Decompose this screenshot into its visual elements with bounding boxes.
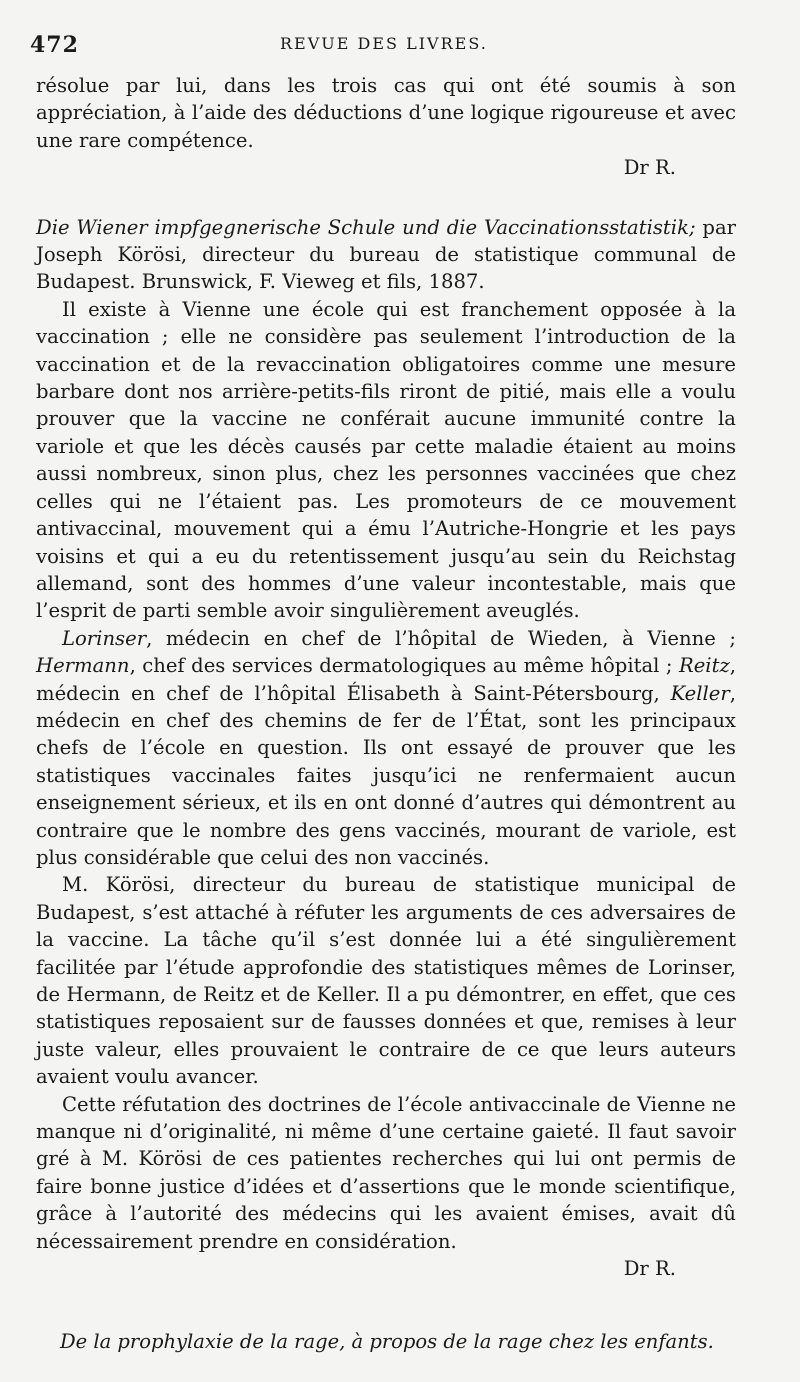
review-paragraph-4 [36, 1091, 736, 1283]
p2-text-c: , médecin en chef de l’hôpital Élisabeth à Saint-Pétersbourg, [36, 654, 736, 705]
page-body [36, 72, 736, 1282]
p2-text-b: , chef des services dermatologiques au même hôpital ; [129, 654, 679, 678]
next-review-title: De la prophylaxie de la rage, à propos de la rage chez les enfants. [60, 1330, 714, 1353]
continuation-signature: Dr R. [623, 156, 676, 180]
author-lorinser: Lorinser [62, 626, 147, 650]
author-keller: Keller [670, 681, 730, 705]
author-reitz: Reitz [678, 654, 730, 678]
continuation-text: résolue par lui, dans les trois cas qui ont été soumis à son appréciation, à l’aide des déductions d’une logique rigoureuse et avec une rare compétence. [36, 74, 736, 152]
review-paragraph-1: Il existe à Vienne une école qui est franchement opposée à la vaccination ; elle ne considère pas seulement l’introduction de la vaccination et de la revaccination obligatoires comme une mesure barbare dont nos arrière-petits-fils riront de pitié, mais elle a voulu prouver que la vaccine ne conférait aucune immunité contre la variole et que les décès causés par cette maladie étaient au moins aussi nombreux, sinon plus, chez les personnes vaccinées que chez celles qui ne l’étaient pas. Les promoteurs de ce mouvement antivaccinal, mouvement qui a ému l’Autriche-Hongrie et les pays voisins et qui a eu du retentissement jusqu’au sein du Reichstag allemand, sont des hommes d’une valeur incontestable, mais que l’esprit de parti semble avoir singulièrement aveuglés. [36, 297, 736, 623]
review-paragraph-3: M. Körösi, directeur du bureau de statistique municipal de Budapest, s’est attaché à réfuter les arguments de ces adversaires de la vaccine. La tâche qu’il s’est donnée lui a été singulièrement facilitée par l’étude approfondie des statistiques mêmes de Lorinser, de Hermann, de Reitz et de Keller. Il a pu démontrer, en effet, que ces statistiques reposaient sur de fausses données et que, remises à leur juste valeur, elles prouvaient le contraire de ce que leurs auteurs avaient voulu avancer. [36, 873, 736, 1089]
p2-text-a: , médecin en chef de l’hôpital de Wieden, à Vienne ; [146, 626, 736, 650]
review-title-italic: Die Wiener impfgegnerische Schule und die Vaccinationsstatistik; [36, 215, 696, 239]
review-heading [36, 214, 736, 296]
page-header [30, 32, 740, 62]
p4-text: Cette réfutation des doctrines de l’école antivaccinale de Vienne ne manque ni d’originalité, ni même d’une certaine gaieté. Il faut savoir gré à M. Körösi de ces patientes recherches qui lui ont permis de faire bonne justice d’idées et d’assertions que le monde scientifique, grâce à l’autorité des médecins qui les avaient émises, avait dû nécessairement prendre en considération. [36, 1092, 736, 1253]
running-title: REVUE DES LIVRES. [280, 34, 488, 53]
p2-text-d: , médecin en chef des chemins de fer de l’État, sont les principaux chefs de l’école en question. Ils ont essayé de prouver que les statistiques vaccinales faites jusqu’ici ne renfermaient aucun enseignement sérieux, et ils en ont donné d’autres qui démontrent au contraire que le nombre des gens vaccinés, mourant de variole, est plus considérable que celui des non vaccinés. [36, 681, 736, 869]
page-number: 472 [30, 32, 79, 58]
review-paragraph-2 [36, 625, 736, 872]
author-hermann: Hermann [36, 654, 130, 678]
review-title-rest: par Joseph Körösi, directeur du bureau de statistique communal de Budapest. Brunswick, F. Vieweg et fils, 1887. [36, 215, 737, 294]
review-signature: Dr R. [623, 1257, 676, 1281]
continuation-paragraph [36, 72, 736, 182]
